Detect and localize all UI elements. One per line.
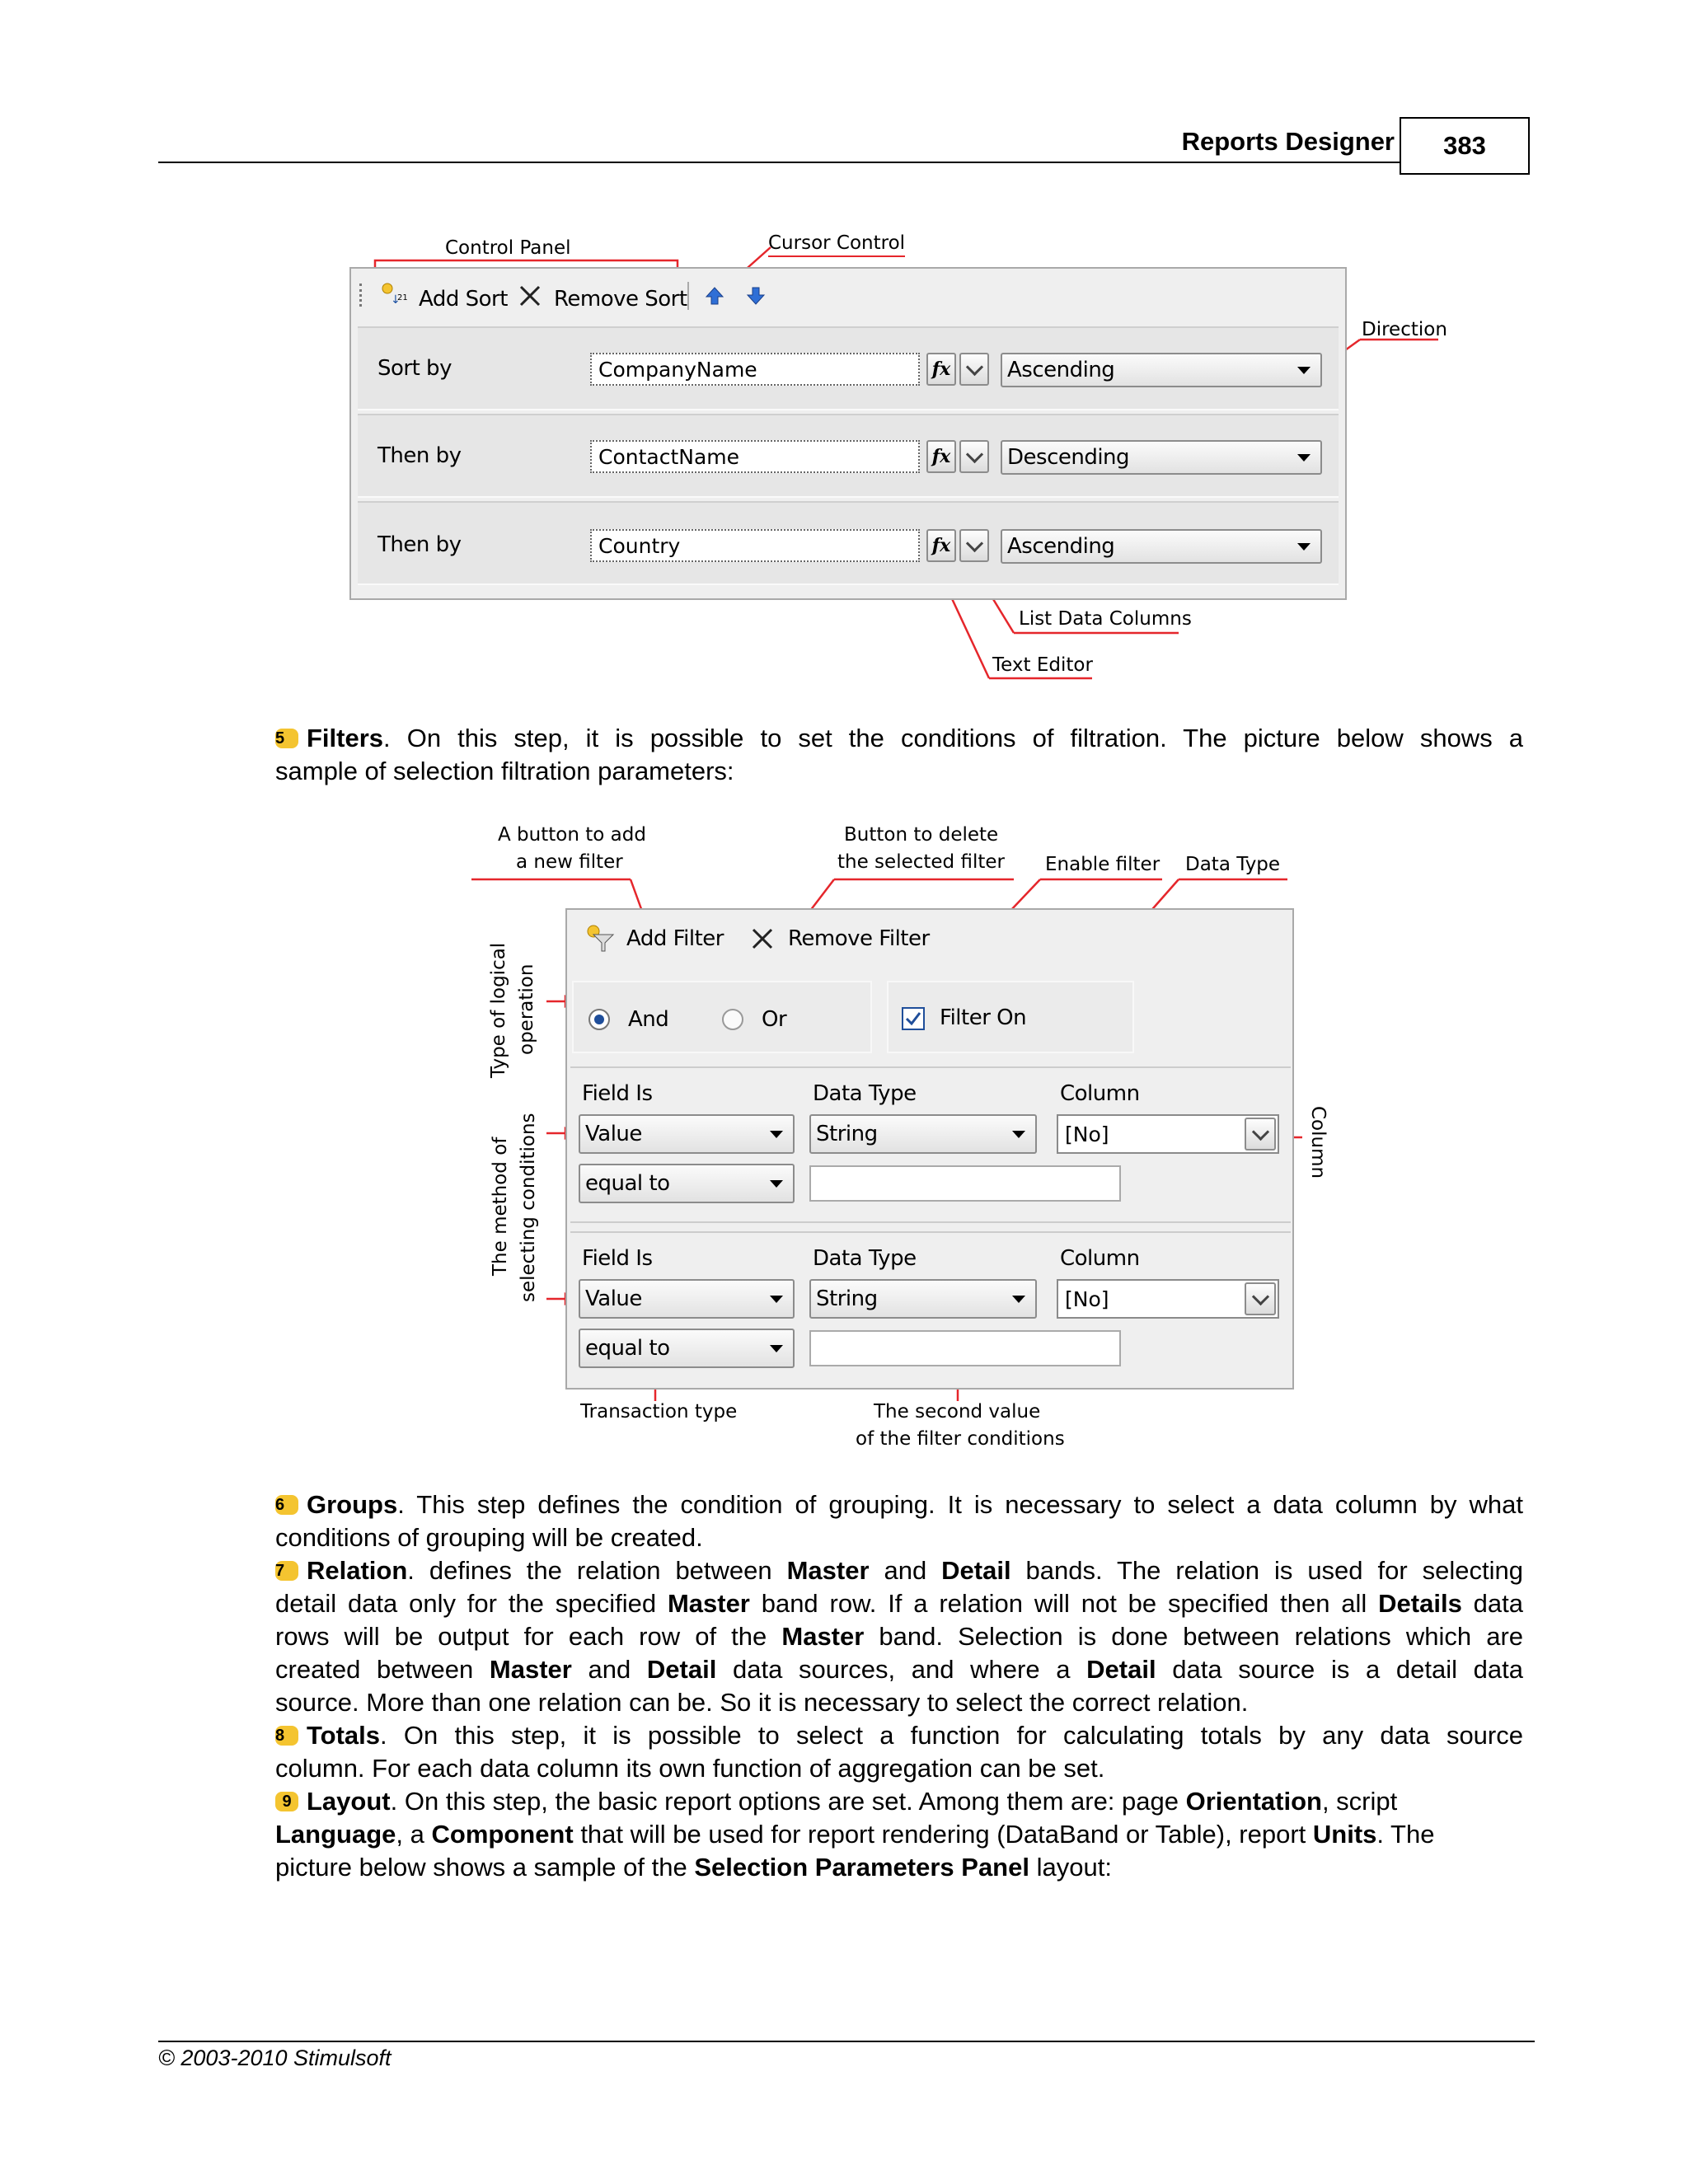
step-badge: 6 <box>275 1495 298 1515</box>
field-is-header: Field Is <box>582 1081 653 1106</box>
field-is-select[interactable] <box>579 1279 795 1319</box>
text-line <box>275 1851 1523 1884</box>
term: Master <box>781 1622 865 1651</box>
annotation-transaction-type: Transaction type <box>580 1401 738 1422</box>
sort-row-label: Sort by <box>377 356 452 381</box>
term: Relation <box>307 1556 408 1585</box>
column-dropdown-button[interactable] <box>1245 1118 1276 1151</box>
term: Master <box>786 1556 870 1585</box>
data-type-select[interactable] <box>809 1114 1037 1154</box>
filter-condition <box>570 1066 1291 1223</box>
annotation-control-panel: Control Panel <box>445 237 571 259</box>
data-type-select[interactable] <box>809 1279 1037 1319</box>
text: data source is a detail data <box>1156 1655 1523 1684</box>
term: Totals <box>307 1721 380 1750</box>
text: . On this step, it is possible to select a function for calculating totals by any data source <box>380 1721 1523 1750</box>
dropdown-arrow-icon <box>1012 1296 1025 1303</box>
annotation-column: Column <box>1307 1106 1329 1179</box>
remove-filter-button[interactable]: Remove Filter <box>788 926 930 951</box>
data-type-value: String <box>816 1286 878 1311</box>
text-line: conditions of grouping will be created. <box>275 1523 703 1552</box>
chevron-down-icon <box>1251 1122 1268 1140</box>
text-line <box>275 1554 1523 1587</box>
field-is-select[interactable] <box>579 1114 795 1154</box>
annotation-add-filter-2: a new filter <box>516 851 623 873</box>
annotation-second-value-1: The second value <box>874 1401 1041 1422</box>
text: . defines the relation between <box>407 1556 787 1585</box>
term: Detail <box>941 1556 1011 1585</box>
remove-filter-icon <box>750 926 775 951</box>
text: created between <box>275 1655 490 1684</box>
filter-value-field[interactable] <box>809 1165 1121 1202</box>
term: Details <box>1378 1589 1462 1618</box>
text: that will be used for report rendering (DataBand or Table), report <box>573 1820 1313 1849</box>
chevron-down-icon <box>1251 1287 1268 1305</box>
term: Filters <box>307 724 384 752</box>
annotation-logical-op-1: Type of logical <box>488 942 509 1078</box>
text-line: source. More than one relation can be. So it is necessary to select the correct relation. <box>275 1688 1249 1717</box>
sort-direction-value: Ascending <box>1007 534 1115 559</box>
annotation-direction: Direction <box>1362 319 1447 340</box>
paragraph-totals <box>275 1719 1523 1785</box>
add-filter-button[interactable]: Add Filter <box>626 926 724 951</box>
column-header: Column <box>1060 1081 1140 1106</box>
footer-rule <box>158 2041 1535 2042</box>
text: layout: <box>1029 1853 1112 1882</box>
term: Selection Parameters Panel <box>694 1853 1029 1882</box>
text-line: sample of selection filtration parameters: <box>275 757 734 785</box>
filter-condition <box>570 1231 1291 1380</box>
filter-on-checkbox[interactable] <box>902 1007 925 1030</box>
text-line <box>275 1719 1523 1752</box>
annotation-second-value-2: of the filter conditions <box>856 1428 1065 1450</box>
text: bands. The relation is used for selecting <box>1010 1556 1523 1585</box>
term: Detail <box>646 1655 717 1684</box>
field-is-value: Value <box>585 1286 642 1311</box>
text: and <box>571 1655 647 1684</box>
step-badge: 7 <box>275 1561 298 1581</box>
step-badge: 5 <box>275 729 298 748</box>
page-number: 383 <box>1400 117 1530 175</box>
annotation-enable-filter: Enable filter <box>1045 854 1160 875</box>
data-type-value: String <box>816 1122 878 1146</box>
text: data <box>1461 1589 1523 1618</box>
text: . On this step, it is possible to set the conditions of filtration. The picture below shows a <box>383 724 1523 752</box>
column-dropdown-button[interactable] <box>1245 1282 1276 1315</box>
filter-value-field[interactable] <box>809 1330 1121 1366</box>
text: . The <box>1376 1820 1435 1849</box>
term: Detail <box>1086 1655 1156 1684</box>
and-label: And <box>628 1007 669 1032</box>
annotation-delete-filter-1: Button to delete <box>844 824 999 846</box>
fx-icon[interactable]: fx <box>926 440 956 473</box>
annotation-method-2: selecting conditions <box>518 1113 539 1302</box>
text-line <box>275 1653 1523 1686</box>
column-field[interactable]: [No] <box>1057 1114 1279 1154</box>
text-line: column. For each data column its own function of aggregation can be set. <box>275 1754 1105 1783</box>
annotation-logical-op-2: operation <box>516 963 537 1055</box>
column-header: Column <box>1060 1246 1140 1271</box>
running-header-title: Reports Designer <box>1181 127 1395 156</box>
condition-value: equal to <box>585 1336 670 1361</box>
annotation-add-filter-1: A button to add <box>498 824 646 846</box>
add-filter-icon <box>585 923 615 953</box>
condition-value: equal to <box>585 1171 670 1196</box>
fx-icon[interactable]: fx <box>926 529 956 562</box>
step-badge: 9 <box>275 1792 298 1811</box>
annotation-data-type: Data Type <box>1185 854 1281 875</box>
text: , a <box>396 1820 432 1849</box>
filter-on-label: Filter On <box>940 1005 1027 1030</box>
term: Groups <box>307 1490 398 1519</box>
filter-on-group <box>887 981 1134 1053</box>
remove-sort-button[interactable]: Remove Sort <box>554 287 687 312</box>
footer-copyright: © 2003-2010 Stimulsoft <box>158 2046 392 2070</box>
sort-direction-value: Descending <box>1007 445 1130 470</box>
annotation-delete-filter-2: the selected filter <box>837 851 1005 873</box>
term: Master <box>667 1589 750 1618</box>
add-sort-button[interactable]: Add Sort <box>419 287 508 312</box>
text: detail data only for the specified <box>275 1589 668 1618</box>
data-type-header: Data Type <box>813 1081 917 1106</box>
annotation-text-editor: Text Editor <box>992 654 1093 676</box>
text-line <box>275 1620 1523 1653</box>
text: . This step defines the condition of grouping. It is necessary to select a data column by what <box>397 1490 1523 1519</box>
fx-icon[interactable]: fx <box>926 353 956 386</box>
svg-text:21: 21 <box>397 293 408 302</box>
svg-text:↓: ↓ <box>391 293 401 307</box>
term: Component <box>431 1820 574 1849</box>
dropdown-arrow-icon <box>1012 1131 1025 1138</box>
sort-column-field[interactable]: ContactName <box>590 440 920 473</box>
annotation-list-data-columns: List Data Columns <box>1019 608 1192 630</box>
term: Language <box>275 1820 396 1849</box>
filter-panel <box>565 908 1294 1390</box>
column-field[interactable]: [No] <box>1057 1279 1279 1319</box>
annotation-method-1: The method of <box>490 1137 511 1276</box>
condition-select[interactable] <box>579 1164 795 1203</box>
sort-row-label: Then by <box>377 443 462 468</box>
text-line <box>275 1785 1523 1818</box>
or-label: Or <box>762 1007 787 1032</box>
radio-selected-dot <box>594 1015 604 1024</box>
term: Orientation <box>1185 1787 1322 1816</box>
check-icon <box>903 1009 923 1029</box>
paragraph-layout <box>275 1785 1523 1884</box>
term: Master <box>489 1655 572 1684</box>
text-line <box>275 1587 1523 1620</box>
text: data sources, and where a <box>716 1655 1087 1684</box>
text: picture below shows a sample of the <box>275 1853 695 1882</box>
text: band. Selection is done between relations which are <box>864 1622 1524 1651</box>
field-is-header: Field Is <box>582 1246 653 1271</box>
term: Layout <box>307 1787 391 1816</box>
field-is-value: Value <box>585 1122 642 1146</box>
sort-direction-value: Ascending <box>1007 358 1115 382</box>
dropdown-arrow-icon <box>770 1345 783 1352</box>
paragraph-groups <box>275 1488 1523 1554</box>
logical-operation-group <box>572 981 872 1053</box>
dropdown-arrow-icon <box>770 1180 783 1188</box>
sort-column-field[interactable]: CompanyName <box>590 353 920 386</box>
text: rows will be output for each row of the <box>275 1622 782 1651</box>
text: band row. If a relation will not be specified then all <box>749 1589 1379 1618</box>
text-line <box>275 1488 1523 1521</box>
text-line <box>275 1818 1523 1851</box>
annotation-cursor-control: Cursor Control <box>768 232 905 257</box>
text: . On this step, the basic report options are set. Among them are: page <box>390 1787 1186 1816</box>
term: Units <box>1312 1820 1377 1849</box>
data-type-header: Data Type <box>813 1246 917 1271</box>
dropdown-arrow-icon <box>770 1131 783 1138</box>
sort-row-label: Then by <box>377 532 462 557</box>
condition-select[interactable] <box>579 1329 795 1368</box>
step-badge: 8 <box>275 1726 298 1746</box>
or-radio[interactable] <box>722 1009 743 1030</box>
and-radio[interactable] <box>588 1009 610 1030</box>
dropdown-arrow-icon <box>770 1296 783 1303</box>
text: , script <box>1321 1787 1398 1816</box>
paragraph-relation <box>275 1554 1523 1719</box>
sort-column-field[interactable]: Country <box>590 529 920 562</box>
text: and <box>869 1556 942 1585</box>
